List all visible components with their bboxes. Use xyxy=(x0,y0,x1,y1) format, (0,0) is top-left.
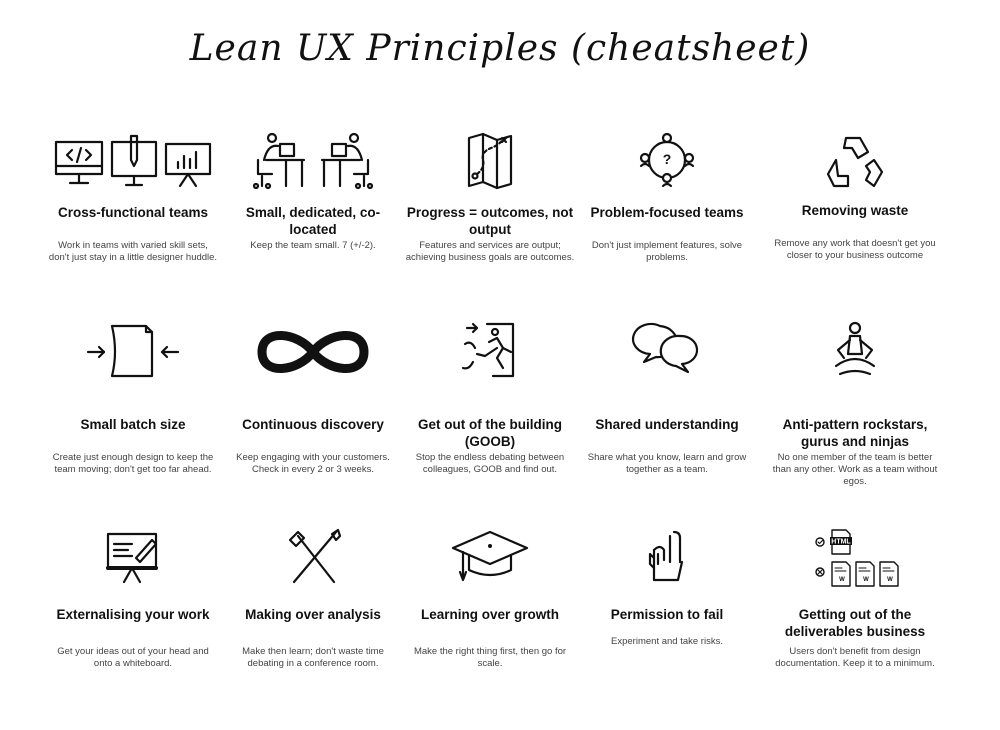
card-description: Keep the team small. 7 (+/-2). xyxy=(250,240,376,251)
question-mark-label: ? xyxy=(662,151,672,167)
card-description: Share what you know, learn and grow together as a team. xyxy=(587,452,747,475)
card-description: No one member of the team is better than any other. Work as a team without egos. xyxy=(772,452,938,487)
devices-icon xyxy=(48,130,218,200)
crossed-fingers-icon xyxy=(582,526,752,596)
speech-bubbles-icon xyxy=(582,318,752,388)
card-description: Features and services are output; achieving business goals are outcomes. xyxy=(405,240,575,263)
recycle-icon xyxy=(770,130,940,200)
card-description: Get your ideas out of your head and onto a whiteboard. xyxy=(57,646,209,669)
infinity-icon xyxy=(228,318,398,388)
people-circle-question-icon xyxy=(582,130,752,200)
card-title: Learning over growth xyxy=(420,607,559,622)
card-title: Cross-functional teams xyxy=(57,205,209,220)
card-description: Stop the endless debating between colleagues, GOOB and find out. xyxy=(415,452,565,475)
card-description: Remove any work that doesn't get you closer to your business outcome xyxy=(774,238,936,261)
card-title: Anti-pattern rockstars, gurus and ninjas xyxy=(782,417,928,449)
w-label: W xyxy=(839,577,845,583)
card-title: Getting out of the deliverables business xyxy=(784,607,926,639)
page-title: Lean UX Principles (cheatsheet) xyxy=(189,28,811,69)
hammer-tools-icon xyxy=(228,526,398,596)
card-description: Users don't benefit from design documentation. Keep it to a minimum. xyxy=(775,646,935,669)
w-label: W xyxy=(887,577,893,583)
map-icon xyxy=(405,130,575,200)
people-at-desks-icon xyxy=(228,130,398,200)
card-title: Problem-focused teams xyxy=(590,205,744,220)
card-title: Shared understanding xyxy=(595,417,739,432)
exit-running-icon xyxy=(405,318,575,388)
documents-icon xyxy=(770,526,940,596)
card-title: Progress = outcomes, not output xyxy=(406,205,574,237)
graduation-cap-icon xyxy=(405,526,575,596)
whiteboard-icon xyxy=(48,526,218,596)
compress-page-icon xyxy=(48,318,218,388)
card-title: Making over analysis xyxy=(245,607,381,622)
card-title: Removing waste xyxy=(801,203,909,218)
card-title: Continuous discovery xyxy=(242,417,384,432)
w-label: W xyxy=(863,577,869,583)
card-title: Small, dedicated, co-located xyxy=(245,205,381,237)
card-title: Small batch size xyxy=(80,417,186,432)
card-title: Permission to fail xyxy=(610,607,724,622)
card-description: Experiment and take risks. xyxy=(611,636,723,647)
html-label: HTML xyxy=(831,538,851,546)
card-description: Make the right thing first, then go for scale. xyxy=(413,646,567,669)
card-description: Don't just implement features, solve problems. xyxy=(591,240,743,263)
meditation-icon xyxy=(770,318,940,388)
card-description: Create just enough design to keep the team moving; don't get too far ahead. xyxy=(52,452,214,475)
card-title: Externalising your work xyxy=(56,607,210,622)
card-description: Make then learn; don't waste time debating in a conference room. xyxy=(242,646,384,669)
card-description: Work in teams with varied skill sets, don't just stay in a little designer huddle. xyxy=(48,240,218,263)
card-description: Keep engaging with your customers. Check in every 2 or 3 weeks. xyxy=(236,452,390,475)
card-title: Get out of the building (GOOB) xyxy=(418,417,562,449)
